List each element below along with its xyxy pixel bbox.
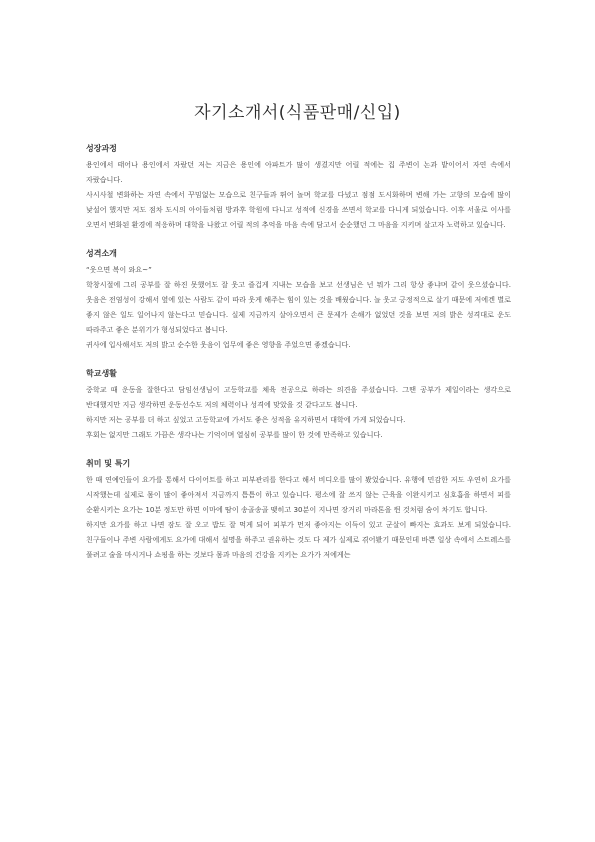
quote-text: “웃으면 복이 와요~” [86, 265, 152, 274]
section-hobbies [86, 458, 511, 562]
paragraph: 사시사철 변화하는 자연 속에서 꾸밈없는 모습으로 친구들과 뛰어 놀며 학교를 다녔고 점점 도시화하며 변해 가는 고향의 모습에 많이 낯설어 했지만 저도 점차 도시의 아이들처럼 방과후 학원에 다니고 성적에 신경을 쓰면서 학교를 다니게 되었습니다. 이후 서울로 이사를 오면서 변화된 환경에 적응하며 대학을 나왔고 어릴 적의 추억을 마음 속에 담고서 순순했던 그 마음을 지키며 살고자 노력하고 있습니다. [86, 190, 511, 229]
section-heading: 취미 및 특기 [86, 459, 131, 468]
paragraph: 한 때 연예인들이 요가를 통해서 다이어트를 하고 피부관리를 한다고 해서 비디오를 많이 봤었습니다. 유행에 민감한 저도 우연히 요가를 시작했는데 실제로 몸이 많이 좋아져서 지금까지 틈틈이 하고 있습니다. 평소에 잘 쓰지 않는 근육을 이완시키고 심호흡을 하면서 피를 순환시키는 요가는 10분 정도만 하면 이마에 땀이 송골송골 맺히고 30분이 지나면 장거리 마라톤을 뛴 것처럼 숨이 차기도 합니다. [86, 475, 511, 514]
paragraph: 학창시절에 그리 공부를 잘 하진 못했어도 잘 웃고 즐겁게 지내는 모습을 보고 선생님은 넌 뭐가 그리 항상 좋냐며 같이 웃으셨습니다. 웃음은 전염성이 강해서 옆에 있는 사람도 같이 따라 웃게 해주는 힘이 있는 것을 배웠습니다. 늘 웃고 긍정적으로 살기 때문에 저에겐 별로 좋지 않은 일도 일어나지 않는다고 믿습니다. 실제 지금까지 살아오면서 큰 문제가 손해가 없었던 것을 보면 저의 밝은 성격대로 운도 따라주고 좋은 분위기가 형성되었다고 봅니다. [86, 280, 511, 334]
section-growth [86, 143, 511, 232]
paragraph: 귀사에 입사해서도 저의 밝고 순수한 웃음이 업무에 좋은 영향을 주었으면 좋겠습니다. [86, 340, 351, 349]
section-heading: 성장과정 [86, 144, 117, 153]
section-heading: 성격소개 [86, 249, 117, 258]
section-heading: 학교생활 [86, 369, 117, 378]
paragraph: 용인에서 태어나 용인에서 자랐던 저는 지금은 용인에 아파트가 많이 생겼지만 어릴 적에는 집 주변이 논과 밭이어서 자연 속에서 자랐습니다. [86, 160, 511, 184]
section-personality [86, 248, 511, 352]
document-body [86, 143, 511, 562]
paragraph: 하지만 저는 공부를 더 하고 싶었고 고등학교에 가서도 좋은 성적을 유지하면서 대학에 가게 되었습니다. [86, 415, 406, 424]
paragraph: 하지만 요가를 하고 나면 잠도 잘 오고 밥도 잘 먹게 되어 피부가 먼저 좋아지는 이득이 있고 군살이 빠지는 효과도 보게 되었습니다. 친구들이나 주변 사람에게도 요가에 대해서 설명을 하주고 권유하는 것도 다 제가 실제로 겪어봤기 때문인데 바쁜 일상 속에서 스트레스를 풀려고 술을 마시거나 쇼핑을 하는 것보다 몸과 마음의 건강을 지키는 요가가 저에게는 [86, 520, 511, 559]
document-title: 자기소개서(식품판매/신입) [194, 103, 401, 123]
section-school-life [86, 368, 511, 442]
paragraph: 후회는 없지만 그래도 가끔은 생각나는 기억이며 열심히 공부를 많이 한 것에 만족하고 있습니다. [86, 430, 383, 439]
paragraph: 중학교 때 운동을 잘한다고 담임선생님이 고등학교를 체육 전공으로 하라는 의견을 주셨습니다. 그땐 공부가 제일이라는 생각으로 반대했지만 지금 생각하면 운동선수도 저의 체력이나 성격에 맞았을 것 같다고도 봅니다. [86, 385, 511, 409]
